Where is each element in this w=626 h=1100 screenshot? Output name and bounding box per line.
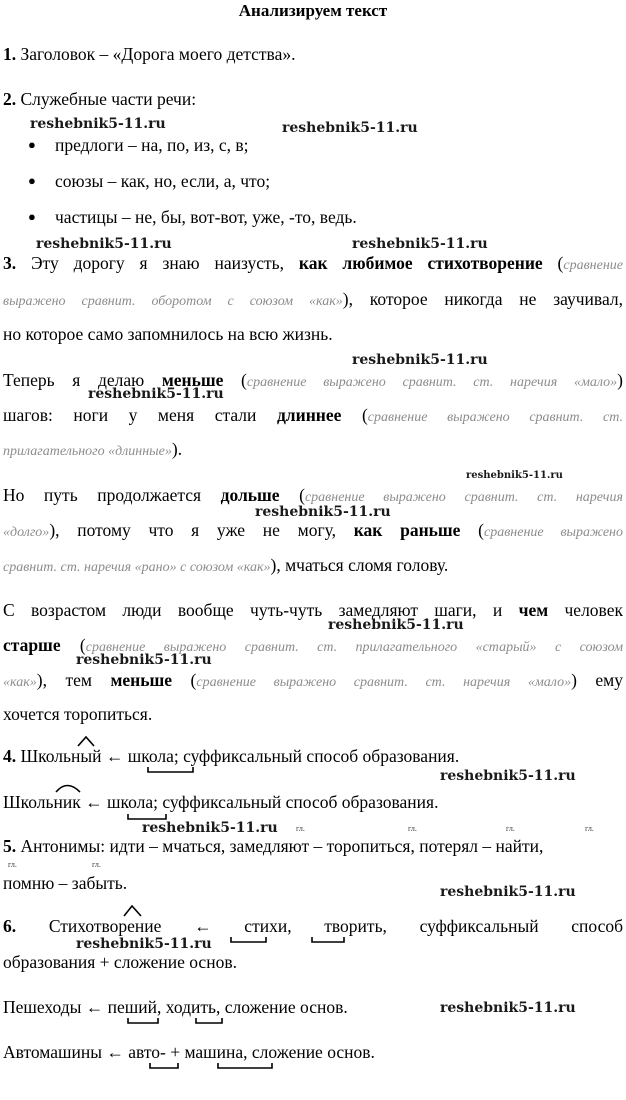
item-6-line-4: Автомашины ← авто- + машина, сложение основ. <box>3 1042 375 1062</box>
note: выражено сравнит. оборотом с союзом «как» <box>3 294 343 309</box>
text: Но путь продолжается <box>3 485 221 505</box>
item-4-line-1 <box>3 744 459 768</box>
highlight: меньше <box>110 670 173 690</box>
highlight: как любимое стихотворение <box>298 253 543 273</box>
watermark: reshebnik5-11.ru <box>76 936 212 952</box>
item-number: 4. <box>3 746 17 766</box>
item-5-line-2: помню – забыть. <box>3 873 128 893</box>
watermark: reshebnik5-11.ru <box>440 884 576 900</box>
note: сравнение выражено сравнит. ст. <box>367 410 624 425</box>
highlight: меньше <box>161 370 224 390</box>
item-number: 5. <box>3 836 17 856</box>
item-6-line-2: образования + сложение основ. <box>3 952 237 972</box>
text: ), которое никогда не заучивал, <box>342 289 623 309</box>
text: ( <box>60 635 86 655</box>
item-text: Школьный ← школа; суффиксальный способ образования. <box>16 746 460 766</box>
item-number: 1. <box>3 44 17 64</box>
bullet-icon: ● <box>28 173 36 188</box>
verb-mark: гл. <box>585 824 594 833</box>
text: ( <box>279 485 305 505</box>
note: «долго» <box>3 525 50 540</box>
item-text: Служебные части речи: <box>16 89 197 109</box>
list-item-particles: частицы – не, бы, вот-вот, уже, -то, ведь. <box>55 207 357 227</box>
verb-mark: гл. <box>506 824 515 833</box>
watermark: reshebnik5-11.ru <box>328 617 464 633</box>
verb-mark: гл. <box>92 860 101 869</box>
watermark: reshebnik5-11.ru <box>352 236 488 252</box>
item-2 <box>3 87 196 111</box>
text: Теперь я делаю <box>3 370 162 390</box>
paragraph-5-line-3 <box>3 553 448 580</box>
watermark: reshebnik5-11.ru <box>440 768 576 784</box>
note: сравнение выражено сравнит. ст. прилагательного «старый» с союзом <box>85 640 623 655</box>
paragraph-4-line-2 <box>3 403 623 430</box>
watermark: reshebnik5-11.ru <box>36 236 172 252</box>
text: ) ему <box>571 670 624 690</box>
watermark: reshebnik5-11.ru <box>282 120 418 136</box>
paragraph-6-line-4: хочется торопиться. <box>3 704 153 724</box>
note: сравнение выражено сравнит. ст. наречия «мало» <box>196 675 572 690</box>
item-6-line-1 <box>3 914 623 938</box>
bullet-icon: ● <box>28 209 36 224</box>
bullet-icon: ● <box>28 137 36 152</box>
highlight: как раньше <box>353 520 461 540</box>
text: ). <box>171 439 183 459</box>
paragraph-6-line-1 <box>3 598 623 622</box>
item-number: 2. <box>3 89 17 109</box>
text: ), потому что я уже не могу, <box>49 520 354 540</box>
item-text: Заголовок – «Дорога моего детства». <box>16 44 296 64</box>
paragraph-6-line-3 <box>3 668 623 695</box>
watermark: reshebnik5-11.ru <box>352 352 488 368</box>
paragraph-5-line-2 <box>3 518 623 545</box>
watermark: reshebnik5-11.ru <box>88 386 224 402</box>
note: сравнение выражено сравнит. ст. наречия «мало» <box>246 375 618 390</box>
highlight: чем <box>518 600 549 620</box>
paragraph-3-line-2 <box>3 287 623 314</box>
item-number: 6. <box>3 916 17 936</box>
note: сравнение выражено <box>484 525 624 540</box>
watermark: reshebnik5-11.ru <box>466 470 563 481</box>
text: человек <box>548 600 623 620</box>
verb-mark: гл. <box>296 824 305 833</box>
text: ( <box>341 405 368 425</box>
paragraph-4-line-3 <box>3 437 182 464</box>
watermark: reshebnik5-11.ru <box>255 504 391 520</box>
highlight: старше <box>3 635 61 655</box>
text: ) <box>617 370 623 390</box>
list-item-prepositions: предлоги – на, по, из, с, в; <box>55 135 249 155</box>
item-text: Стихотворение ← стихи, творить, суффиксальный способ <box>16 916 623 936</box>
highlight: длиннее <box>276 405 342 425</box>
root-bracket-icon <box>128 814 166 819</box>
text: ( <box>542 253 564 273</box>
note: «как» <box>3 675 37 690</box>
text: шагов: ноги у меня стали <box>3 405 277 425</box>
text: ( <box>460 520 484 540</box>
watermark: reshebnik5-11.ru <box>76 652 212 668</box>
item-6-line-3: Пешеходы ← пеший, ходить, сложение основ. <box>3 997 348 1017</box>
text: ( <box>223 370 247 390</box>
text: С возрастом люди вообще чуть-чуть замедляют шаги, и <box>3 600 519 620</box>
item-1 <box>3 42 295 66</box>
text: ), тем <box>36 670 111 690</box>
text: Эту дорогу я знаю наизусть, <box>16 253 299 273</box>
watermark: reshebnik5-11.ru <box>30 116 166 132</box>
watermark: reshebnik5-11.ru <box>142 820 278 836</box>
page-title: Анализируем текст <box>238 1 388 20</box>
note: сравнение <box>563 258 623 273</box>
text: ( <box>172 670 197 690</box>
verb-mark: гл. <box>8 860 17 869</box>
item-text: Антонимы: идти – мчаться, замедляют – торопиться, потерял – найти, <box>16 836 544 856</box>
paragraph-3-line-1 <box>3 251 623 278</box>
verb-mark: гл. <box>408 824 417 833</box>
note: сравнение выражено сравнит. ст. наречия <box>304 490 623 505</box>
paragraph-3-line-3: но которое само запомнилось на всю жизнь. <box>3 324 333 344</box>
note: прилагательного «длинные» <box>3 444 172 459</box>
highlight: дольше <box>220 485 280 505</box>
item-5-line-1 <box>3 834 543 858</box>
item-4-line-2: Школьник ← школа; суффиксальный способ образования. <box>3 792 439 812</box>
text: ), мчаться сломя голову. <box>270 555 449 575</box>
list-item-conjunctions: союзы – как, но, если, а, что; <box>55 171 271 191</box>
note: сравнит. ст. наречия «рано» с союзом «как» <box>3 560 271 575</box>
watermark: reshebnik5-11.ru <box>440 1000 576 1016</box>
item-number: 3. <box>3 253 17 273</box>
